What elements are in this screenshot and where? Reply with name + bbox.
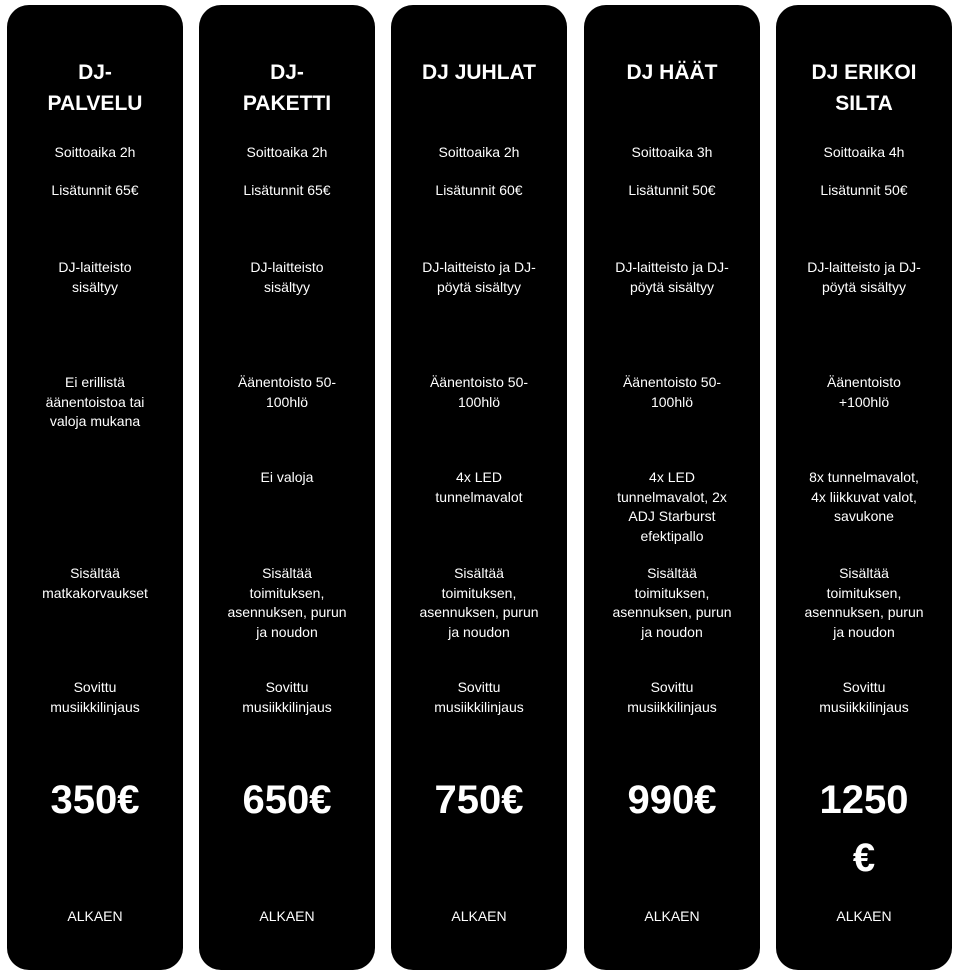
card-extra-hours: Lisätunnit 50€: [628, 182, 716, 198]
card-equipment: DJ-laitteisto ja DJ-pöytä sisältyy: [422, 259, 536, 295]
card-equipment: DJ-laitteisto ja DJ-pöytä sisältyy: [615, 259, 729, 295]
card-delivery: Sisältää toimituksen, asennuksen, purun ja noudon: [612, 565, 732, 640]
card-lights: Ei valoja: [260, 469, 314, 485]
card-music: Sovittu musiikkilinjaus: [242, 679, 332, 715]
card-title: DJ-PAKETTI: [242, 61, 332, 115]
card-equipment: DJ-laitteisto ja DJ-pöytä sisältyy: [807, 259, 921, 295]
card-title: DJ JUHLAT: [422, 61, 536, 84]
card-music: Sovittu musiikkilinjaus: [627, 679, 717, 715]
card-music: Sovittu musiikkilinjaus: [434, 679, 524, 715]
card-music: Sovittu musiikkilinjaus: [819, 679, 909, 715]
card-music: Sovittu musiikkilinjaus: [50, 679, 140, 715]
card-playtime: Soittoaika 3h: [631, 144, 713, 160]
pricing-card-dj-palvelu: [7, 5, 183, 970]
card-extra-hours: Lisätunnit 65€: [51, 182, 139, 198]
card-extra-hours: Lisätunnit 60€: [435, 182, 523, 198]
card-delivery: Sisältää toimituksen, asennuksen, purun ja noudon: [419, 565, 539, 640]
card-delivery: Sisältää toimituksen, asennuksen, purun ja noudon: [227, 565, 347, 640]
card-lights: 8x tunnelmavalot, 4x liikkuvat valot, savukone: [809, 469, 919, 524]
card-playtime: Soittoaika 2h: [246, 144, 328, 160]
card-price-note: ALKAEN: [67, 908, 123, 924]
card-sound: Äänentoisto 50-100hlö: [622, 374, 722, 410]
card-playtime: Soittoaika 2h: [54, 144, 136, 160]
card-price-note: ALKAEN: [259, 908, 315, 924]
card-price-note: ALKAEN: [836, 908, 892, 924]
card-price-note: ALKAEN: [644, 908, 700, 924]
card-price: 750€: [434, 778, 524, 822]
pricing-card-dj-haat: [584, 5, 760, 970]
card-extra-hours: Lisätunnit 65€: [243, 182, 331, 198]
card-title: DJ HÄÄT: [626, 61, 718, 84]
card-sound: Äänentoisto 50-100hlö: [429, 374, 529, 410]
card-price: 650€: [242, 778, 332, 822]
card-price: 990€: [627, 778, 717, 822]
card-extra-hours: Lisätunnit 50€: [820, 182, 908, 198]
card-playtime: Soittoaika 4h: [823, 144, 905, 160]
card-lights: 4x LED tunnelmavalot, 2x ADJ Starburst efektipallo: [617, 469, 727, 544]
card-equipment: DJ-laitteisto sisältyy: [58, 259, 132, 295]
card-title: DJ-PALVELU: [47, 61, 143, 115]
card-price: 1250€: [819, 778, 909, 880]
pricing-card-dj-paketti: [199, 5, 375, 970]
card-title: DJ ERIKOISILTA: [811, 61, 917, 115]
card-lights: 4x LED tunnelmavalot: [435, 469, 523, 505]
card-price: 350€: [50, 778, 140, 822]
card-playtime: Soittoaika 2h: [438, 144, 520, 160]
card-sound: Äänentoisto 50-100hlö: [237, 374, 337, 410]
card-delivery: Sisältää matkakorvaukset: [42, 565, 148, 601]
card-sound: Äänentoisto +100hlö: [827, 374, 901, 410]
pricing-card-dj-erikoisilta: [776, 5, 952, 970]
card-price-note: ALKAEN: [451, 908, 507, 924]
card-delivery: Sisältää toimituksen, asennuksen, purun ja noudon: [804, 565, 924, 640]
card-sound: Ei erillistä äänentoistoa tai valoja mukana: [45, 374, 145, 429]
pricing-card-dj-juhlat: [391, 5, 567, 970]
card-equipment: DJ-laitteisto sisältyy: [250, 259, 324, 295]
